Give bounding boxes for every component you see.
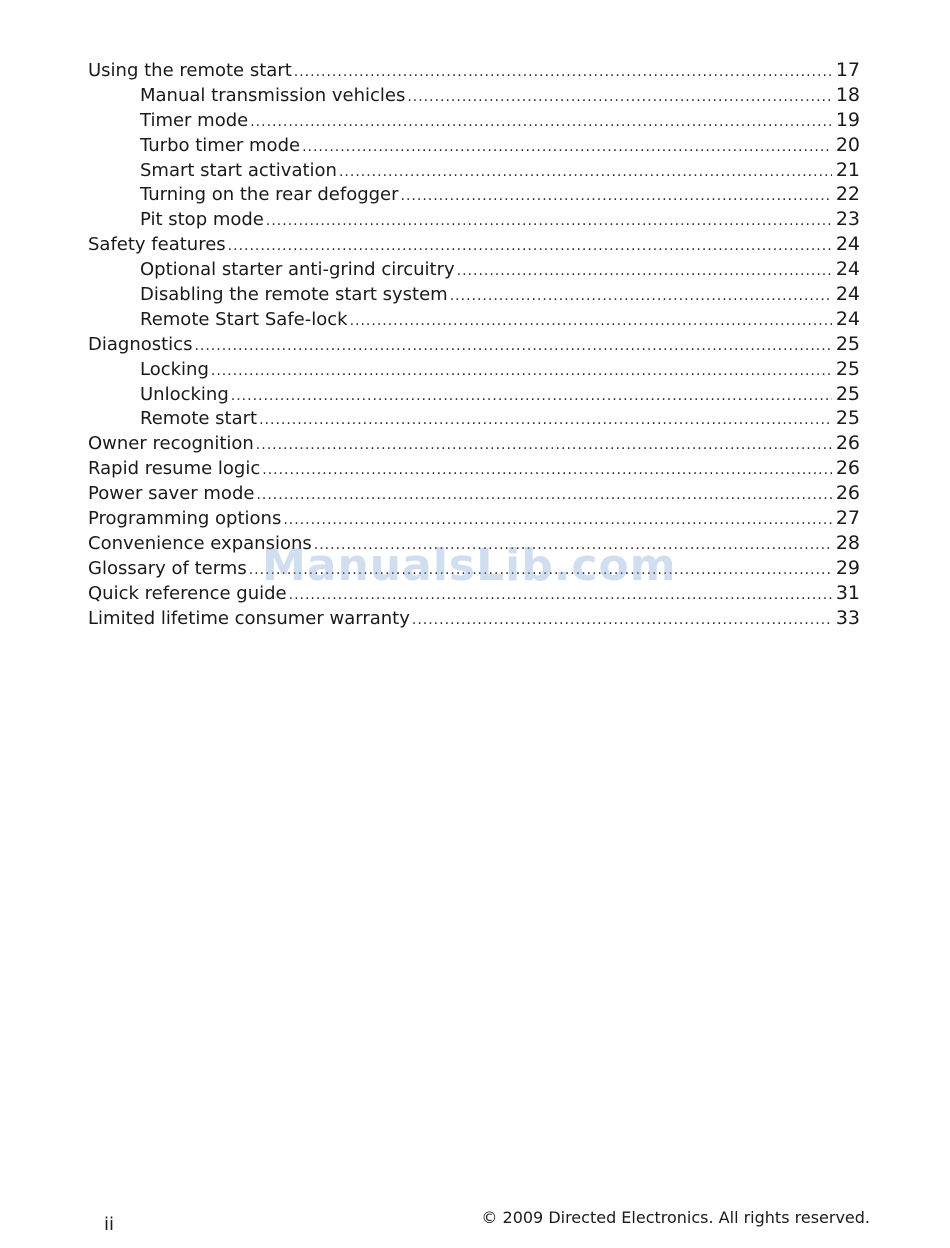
toc-entry-page: 33 [835,606,860,629]
dot-leader [262,458,832,483]
toc-entry-page: 21 [835,158,860,181]
toc-entry-disabling-remote-start[interactable] [88,282,860,307]
toc-entry-turbo-timer-mode[interactable] [88,133,860,158]
toc-entry-safety-features[interactable] [88,232,860,257]
toc-entry-diagnostics[interactable] [88,332,860,357]
dot-leader [302,135,832,160]
toc-entry-title: Unlocking [140,383,229,405]
page-number: ii [104,1214,115,1235]
toc-entry-title: Remote Start Safe-lock [140,308,348,330]
toc-entry-title: Safety features [88,234,226,256]
toc-entry-page: 25 [835,407,860,430]
toc-entry-page: 28 [835,531,860,554]
toc-entry-warranty[interactable] [88,606,860,631]
toc-entry-safe-lock[interactable] [88,307,860,332]
toc-entry-title: Smart start activation [140,159,337,181]
toc-entry-rear-defogger[interactable] [88,182,860,207]
toc-entry-title: Using the remote start [88,60,292,81]
toc-entry-page: 24 [835,307,860,330]
dot-leader [412,608,832,633]
toc-entry-title: Glossary of terms [88,557,247,579]
dot-leader [259,408,832,433]
toc-entry-title: Turning on the rear defogger [140,184,399,206]
dot-leader [256,483,832,508]
toc-entry-pit-stop-mode[interactable] [88,207,860,232]
toc-entry-page: 18 [835,83,860,106]
toc-entry-title: Diagnostics [88,333,193,355]
toc-entry-title: Timer mode [140,109,249,131]
toc-entry-page: 26 [835,457,860,480]
toc-entry-unlocking[interactable] [88,382,860,407]
toc-entry-anti-grind[interactable] [88,257,860,282]
dot-leader [283,508,832,533]
dot-leader [350,309,832,334]
toc-entry-programming-options[interactable] [88,506,860,531]
dot-leader [211,359,832,384]
toc-entry-title: Turbo timer mode [140,134,301,156]
dot-leader [457,259,832,284]
toc-entry-using-remote-start[interactable] [88,58,860,83]
toc-entry-remote-start[interactable] [88,406,860,431]
toc-entry-page: 27 [835,507,860,530]
dot-leader [256,433,832,458]
dot-leader [228,234,832,259]
toc-entry-page: 25 [835,382,860,405]
toc-entry-page: 17 [835,59,860,81]
dot-leader [250,110,832,135]
toc-entry-page: 20 [835,133,860,156]
dot-leader [294,60,832,85]
toc-entry-page: 24 [835,283,860,306]
toc-entry-title: Manual transmission vehicles [140,84,406,106]
toc-entry-locking[interactable] [88,357,860,382]
dot-leader [266,209,832,234]
dot-leader [194,334,832,359]
toc-entry-title: Locking [140,358,209,380]
dot-leader [231,384,832,409]
toc-entry-page: 23 [835,208,860,231]
toc-entry-title: Optional starter anti-grind circuitry [140,259,455,281]
toc-entry-title: Owner recognition [88,433,254,455]
toc-entry-page: 26 [835,482,860,505]
toc-entry-title: Disabling the remote start system [140,284,448,306]
toc-entry-page: 31 [835,581,860,604]
toc-entry-page: 26 [835,432,860,455]
toc-entry-smart-start[interactable] [88,158,860,183]
toc-entry-title: Quick reference guide [88,582,287,604]
dot-leader [339,160,832,185]
toc-entry-title: Pit stop mode [140,209,264,231]
watermark: ManualsLib.com [262,540,677,591]
toc-entry-owner-recognition[interactable] [88,431,860,456]
copyright-notice: © 2009 Directed Electronics. All rights reserved. [481,1208,870,1227]
toc-entry-title: Convenience expansions [88,532,312,554]
toc-entry-page: 25 [835,332,860,355]
toc-entry-rapid-resume[interactable] [88,456,860,481]
toc-entry-page: 19 [835,108,860,131]
toc-entry-power-saver[interactable] [88,481,860,506]
toc-entry-page: 29 [835,556,860,579]
toc-entry-title: Programming options [88,508,282,530]
dot-leader [450,284,832,309]
toc-entry-manual-transmission[interactable] [88,83,860,108]
toc-entry-page: 25 [835,357,860,380]
toc-entry-title: Remote start [140,408,258,430]
dot-leader [407,85,832,110]
toc-entry-page: 22 [835,183,860,206]
dot-leader [401,184,832,209]
toc-entry-page: 24 [835,233,860,256]
toc-entry-title: Power saver mode [88,483,255,505]
toc-entry-title: Rapid resume logic [88,458,261,480]
toc-entry-page: 24 [835,258,860,281]
toc-entry-title: Limited lifetime consumer warranty [88,607,410,629]
toc-entry-timer-mode[interactable] [88,108,860,133]
